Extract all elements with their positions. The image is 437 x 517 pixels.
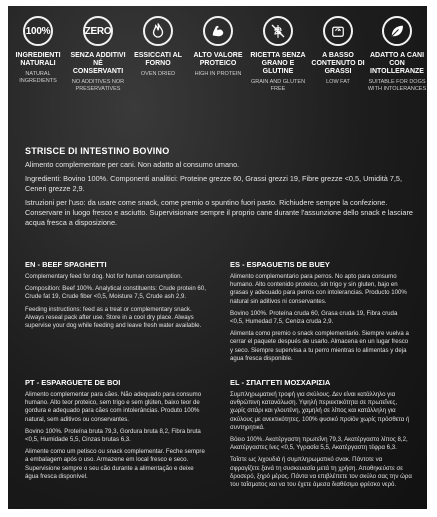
badge-title: INGREDIENTI NATURALI — [15, 52, 61, 67]
section-title-el: EL - ΣΠΑΓΓΕΤΙ ΜΟΣΧΑΡΙΣΙΑ — [230, 378, 331, 387]
no-grain-icon — [263, 16, 293, 46]
badge-low-fat — [308, 16, 368, 86]
en-instructions: Feeding instructions: feed as a treat or complementary snack. Always reseal pack after use. Store in a cool dry place. Always supervise your dog while feeding and leave fresh water available. — [25, 305, 202, 330]
badge-title: A BASSO CONTENUTO DI GRASSI — [311, 52, 365, 75]
zero-additives-icon: ZERO — [83, 16, 113, 46]
greek-section — [230, 378, 412, 489]
flame-icon — [143, 16, 173, 46]
product-description: Alimento complementare per cani. Non adatto al consumo umano. — [25, 160, 240, 169]
arm-muscle-icon — [203, 16, 233, 46]
badge-title: ESSICCATI AL FORNO — [134, 52, 182, 67]
section-title-pt: PT - ESPARGUETE DE BOI — [25, 378, 121, 387]
italian-section — [25, 146, 413, 228]
section-title-es: ES - ESPAGUETIS DE BUEY — [230, 260, 330, 269]
badge-subtitle: OVEN DRIED — [140, 71, 176, 77]
badge-subtitle: NATURAL INGREDIENTS — [19, 71, 57, 84]
en-composition: Composition: Beef 100%. Analytical constituents: Crude protein 60, Crude fat 19, Crude fiber <0,5, Moisture 7,5, Crude ash 2,9. — [25, 285, 206, 301]
percent-100-icon: 100% — [23, 16, 53, 46]
pt-description: Alimento complementar para cães. Não adequado para consumo humano. Alto teor proteico, sem trigo e sem glúten, baixo teor de gordura e adequado para cães com intolerâncias. Produto 100% natural, sem aditivos ou conservantes. — [25, 391, 202, 423]
leaf-icon — [382, 16, 412, 46]
es-instructions: Alimenta como premio o snack complementario. Siempre vuelva a cerrar el paquete después de usarlo. Almacena en un lugar fresco y seco. Siempre supervisa a tu perro mientras lo alimentas y deja agua fresca disponible. — [230, 330, 409, 362]
es-description: Alimento complementario para perros. No apto para consumo humano. Alto contenido proteico, sin trigo y sin gluten, bajo en grasas y adecuado para perros con intolerancias. Producto 100% natural sin aditivos ni conservantes. — [230, 273, 407, 305]
badge-oven-dried — [128, 16, 188, 78]
en-description: Complementary feed for dog. Not for human consumption. — [25, 273, 183, 280]
english-section — [25, 260, 207, 330]
badge-high-protein — [188, 16, 248, 78]
badge-subtitle: GRAIN AND GLUTEN FREE — [250, 79, 306, 92]
feature-badges — [8, 16, 427, 132]
portuguese-section — [25, 378, 207, 481]
product-title: STRISCE DI INTESTINO BOVINO — [25, 146, 170, 156]
pt-composition: Bovino 100%. Proteína bruta 79,3, Gordura bruta 8,2, Fibra bruta <0,5, Humidade 5,5, Cinzas brutas 6,3. — [25, 427, 201, 444]
badge-title: ALTO VALORE PROTEICO — [193, 52, 243, 67]
product-label — [8, 6, 427, 509]
usage-instructions: Istruzioni per l'uso: da usare come snack, come premio o spuntino fuori pasto. Richiudere sempre la confezione. Conservare in luogo fresco e asciutto. Supervisionare sempre il proprio cane durante l'assunzione dello snack e lasciare acqua fresca a disposizione. — [25, 198, 413, 227]
badge-intolerances — [367, 16, 427, 93]
badge-subtitle: HIGH IN PROTEIN — [194, 71, 242, 77]
badge-title: ADATTO A CANI CON INTOLLERANZE — [369, 52, 425, 75]
low-fat-scale-icon — [323, 16, 353, 46]
pt-instructions: Alimente como um petisco ou snack complementar. Feche sempre a embalagem após o uso. Armazene em local fresco e seco. Supervisione sempre o seu cão durante a alimentação e deixe água fresca disponível. — [25, 448, 205, 480]
badge-subtitle: LOW FAT — [326, 79, 350, 85]
badge-grain-free — [248, 16, 308, 93]
badge-no-additives — [68, 16, 128, 93]
el-description: Συμπληρωματική τροφή για σκύλους. Δεν είναι κατάλληλο για ανθρώπινη κατανάλωση. Υψηλή περιεκτικότητα σε πρωτεΐνες, χωρίς σιτάρι και γλουτένη, χαμηλή σε λίπος και κατάλληλη για σκύλους με ανεκτικότητες. 100% φυσικό προϊόν χωρίς πρόσθετα ή συντηρητικά. — [230, 391, 410, 431]
es-composition: Bovino 100%. Proteína cruda 60, Grasa cruda 19, Fibra cruda <0,5, Humedad 7,5, Ceniza cruda 2,9. — [230, 309, 398, 326]
el-instructions: Ταΐστε ως λιχουδιά ή συμπληρωματικό σνακ. Πάντοτε να σφραγίζετε ξανά τη συσκευασία μετά τη χρήση. Αποθηκεύστε σε δροσερό, ξηρό μέρος. Πάντα να επιβλέπετε τον σκύλο σας την ώρα του ταΐσματος και να του έχετε άμεσα διαθέσιμο φρέσκο νερό. — [230, 456, 412, 489]
badge-title: SENZA ADDITIVI NÉ CONSERVANTI — [70, 52, 126, 75]
badge-natural-ingredients — [8, 16, 68, 85]
badge-title: RICETTA SENZA GRANO E GLUTINE — [250, 52, 306, 75]
ingredients-text: Ingredienti: Bovino 100%. Componenti analitici: Proteine grezze 60, Grassi grezzi 19, Fibre grezze <0,5, Umidità 7,5, Ceneri grezze 2,9. — [25, 174, 402, 193]
section-title-en: EN - BEEF SPAGHETTI — [25, 260, 107, 269]
spanish-section — [230, 260, 412, 363]
el-composition: Βόειο 100%. Ακατέργαστη πρωτεΐνη 79,3, Ακατέργαστο λίπος 8,2, Ακατέργαστες ίνες <0,5, Υγρασία 5,5, Ακατέργαστη τέφρα 6,3. — [230, 436, 408, 452]
badge-subtitle: SUITABLE FOR DOGS WITH INTOLERANCES — [367, 79, 427, 92]
badge-subtitle: NO ADDITIVES NOR PRESERVATIVES — [71, 79, 125, 92]
